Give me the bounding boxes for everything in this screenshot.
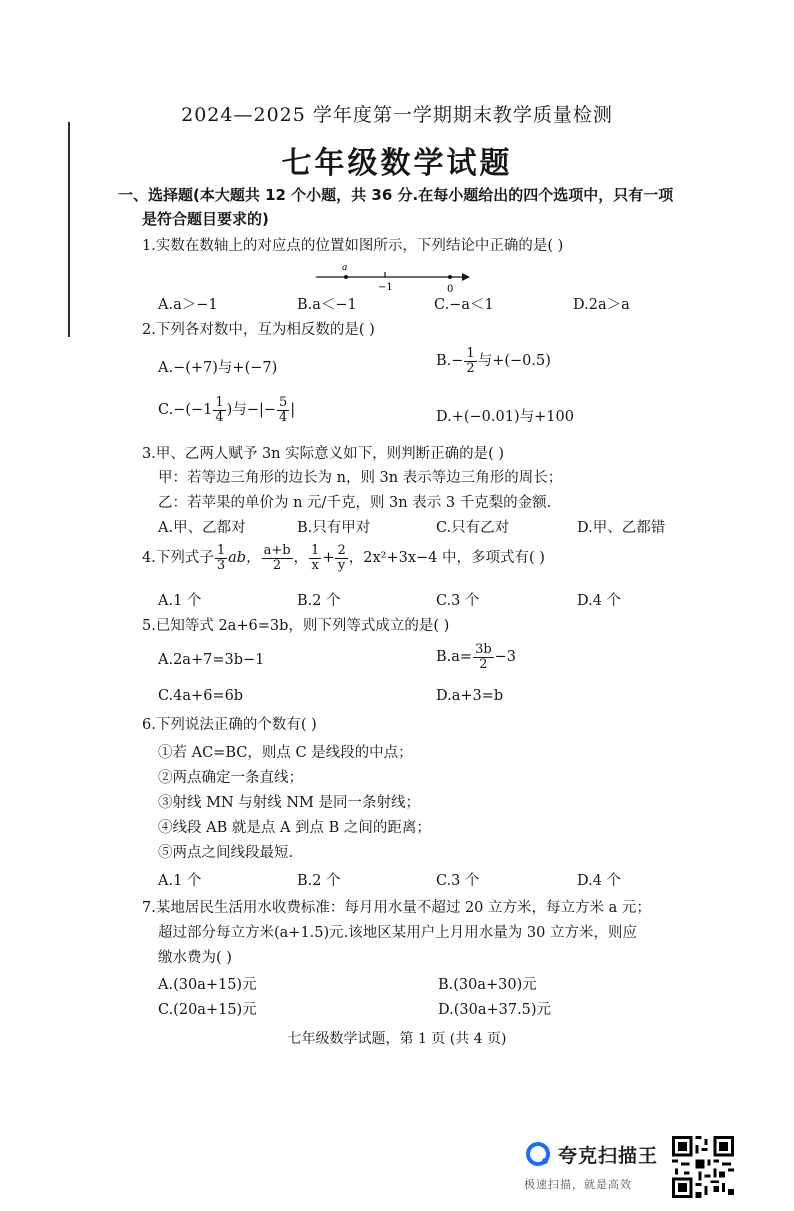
q7-option-b[interactable]: B.(30a+30)元 xyxy=(438,977,537,993)
q1-option-a[interactable]: A.a＞−1 xyxy=(158,297,218,313)
q4-stem: 4.下列式子 $\frac{1}{3}$ ab， $\frac{a+b}{2}$ ， $\frac{1}{x}$ + $\frac{2}{y}$ ，2x²+3x−4 中，多项式有( ) xyxy=(142,543,545,573)
q6-statement: ④线段 AB 就是点 A 到点 B 之间的距离； xyxy=(158,820,431,836)
fraction: $\frac{5}{4}$ xyxy=(279,395,288,425)
fraction: $\frac{1}{4}$ xyxy=(215,395,224,425)
q5-option-b[interactable]: B.a= $\frac{3b}{2}$ −3 xyxy=(436,642,517,672)
fraction: $\frac{a+b}{2}$ xyxy=(263,543,291,573)
number-line-arrow-icon xyxy=(462,273,470,281)
q2-option-a[interactable]: A.−(+7)与+(−7) xyxy=(158,360,278,376)
q6-option-d[interactable]: D.4 个 xyxy=(577,873,622,889)
q7-line2: 超过部分每立方米(a+1.5)元.该地区某用户上月用水量为 30 立方米，则应 xyxy=(158,925,637,941)
fraction: $\frac{1}{3}$ xyxy=(216,543,226,573)
qr-code-icon xyxy=(672,1136,734,1198)
q1-stem: 1.实数在数轴上的对应点的位置如图所示，下列结论中正确的是( ) xyxy=(142,238,564,254)
fraction: $\frac{1}{2}$ xyxy=(466,346,475,376)
point-a-dot xyxy=(344,275,348,279)
q6-statement: ⑤两点之间线段最短. xyxy=(158,845,294,861)
label-zero: 0 xyxy=(447,284,454,294)
q4-option-d[interactable]: D.4 个 xyxy=(577,593,622,609)
fraction: $\frac{2}{y}$ xyxy=(337,543,346,573)
q7-option-a[interactable]: A.(30a+15)元 xyxy=(158,977,257,993)
q4-option-c[interactable]: C.3 个 xyxy=(436,593,480,609)
q7-option-c[interactable]: C.(20a+15)元 xyxy=(158,1002,257,1018)
q3-option-b[interactable]: B.只有甲对 xyxy=(297,520,371,536)
fraction: $\frac{1}{x}$ xyxy=(311,543,320,573)
q3-option-a[interactable]: A.甲、乙都对 xyxy=(158,520,246,536)
label-minus1: −1 xyxy=(378,282,393,293)
q2-option-d[interactable]: D.+(−0.01)与+100 xyxy=(436,409,574,425)
q3-line-jia: 甲：若等边三角形的边长为 n，则 3n 表示等边三角形的周长； xyxy=(158,470,563,486)
q3-stem: 3.甲、乙两人赋予 3n 实际意义如下，则判断正确的是( ) xyxy=(142,446,505,462)
q1-option-b[interactable]: B.a＜−1 xyxy=(297,297,357,313)
page-footer: 七年级数学试题，第 1 页 (共 4 页) xyxy=(287,1031,507,1047)
q2-option-b[interactable]: B.− $\frac{1}{2}$ 与+(−0.5) xyxy=(436,346,551,376)
q5-option-c[interactable]: C.4a+6=6b xyxy=(158,688,244,704)
scanner-watermark xyxy=(522,1136,672,1196)
q2-stem: 2.下列各对数中，互为相反数的是( ) xyxy=(142,322,375,338)
q7-line3: 缴水费为( ) xyxy=(158,950,232,966)
q4-option-b[interactable]: B.2 个 xyxy=(297,593,341,609)
q6-stem: 6.下列说法正确的个数有( ) xyxy=(142,717,317,733)
q6-statement: ③射线 MN 与射线 NM 是同一条射线； xyxy=(158,795,421,811)
exam-title: 2024—2025 学年度第一学期期末教学质量检测 xyxy=(181,104,613,126)
q3-line-yi: 乙：若苹果的单价为 n 元/千克，则 3n 表示 3 千克梨的金额. xyxy=(158,495,552,511)
q2-option-c[interactable]: C.−(−1 $\frac{1}{4}$ )与−|− $\frac{5}{4}$ | xyxy=(158,395,296,425)
q6-option-b[interactable]: B.2 个 xyxy=(297,873,341,889)
section-heading-line1: 一、选择题(本大题共 12 个小题，共 36 分.在每小题给出的四个选项中，只有一项 xyxy=(118,186,674,204)
q6-statement: ②两点确定一条直线； xyxy=(158,770,303,786)
number-line-figure xyxy=(312,264,472,294)
q3-option-d[interactable]: D.甲、乙都错 xyxy=(577,520,666,536)
point-zero-dot xyxy=(448,275,452,279)
scanner-brand-name: 夸克扫描王 xyxy=(558,1145,659,1167)
q7-line1: 7.某地居民生活用水收费标准：每月用水量不超过 20 立方米，每立方米 a 元； xyxy=(142,900,651,916)
q6-option-c[interactable]: C.3 个 xyxy=(436,873,480,889)
q5-option-d[interactable]: D.a+3=b xyxy=(436,688,504,704)
scanner-slogan: 极速扫描，就是高效 xyxy=(524,1178,632,1191)
q5-option-a[interactable]: A.2a+7=3b−1 xyxy=(158,652,265,668)
label-a: a xyxy=(342,264,348,273)
q4-option-a[interactable]: A.1 个 xyxy=(158,593,202,609)
section-heading-line2: 是符合题目要求的) xyxy=(142,210,269,228)
q6-statement: ①若 AC=BC，则点 C 是线段的中点； xyxy=(158,745,413,761)
quark-logo-icon xyxy=(526,1142,550,1166)
q3-option-c[interactable]: C.只有乙对 xyxy=(436,520,510,536)
q1-option-d[interactable]: D.2a＞a xyxy=(573,297,630,313)
q5-stem: 5.已知等式 2a+6=3b，则下列等式成立的是( ) xyxy=(142,618,450,634)
q1-option-c[interactable]: C.−a＜1 xyxy=(434,297,494,313)
q7-option-d[interactable]: D.(30a+37.5)元 xyxy=(438,1002,552,1018)
fraction: $\frac{3b}{2}$ xyxy=(475,642,492,672)
q6-option-a[interactable]: A.1 个 xyxy=(158,873,202,889)
main-title: 七年级数学试题 xyxy=(281,146,513,181)
